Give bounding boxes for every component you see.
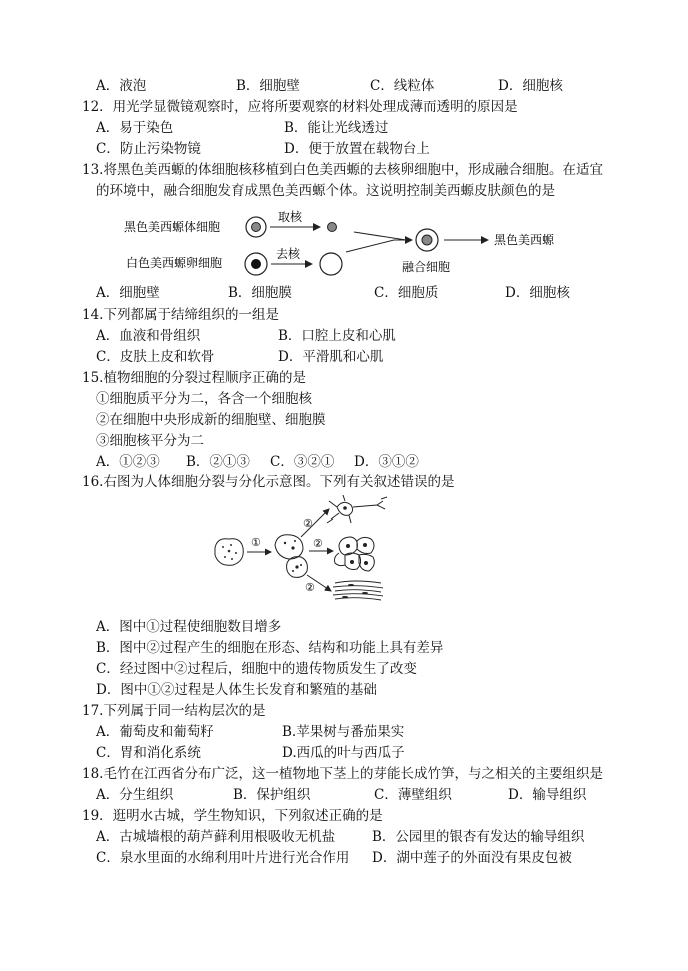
- q17-option-b: B.苹果树与番茄果实: [282, 724, 405, 740]
- q17-option-c: C．胃和消化系统: [96, 745, 201, 761]
- black-body-cell-label: 黑色美西螈体细胞: [124, 220, 221, 234]
- q17-option-a: A．葡萄皮和葡萄籽: [96, 724, 214, 740]
- process-2-label-top: ②: [303, 517, 313, 530]
- q13-stem-line2: 的环境中，融合细胞发育成黑色美西螈个体。这说明控制美西螈皮肤颜色的是: [96, 183, 555, 199]
- q15-option-b: B．②①③: [186, 454, 250, 470]
- q18-stem: 18.毛竹在江西省分布广泛，这一植物地下茎上的芽能长成竹笋，与之相关的主要组织是: [82, 766, 603, 782]
- enucleated-egg-cell: [320, 253, 342, 275]
- q15-stem: 15.植物细胞的分裂过程顺序正确的是: [82, 370, 306, 386]
- epithelial-cells: [335, 537, 375, 571]
- q19-option-b: B．公园里的银杏有发达的输导组织: [372, 829, 585, 845]
- merge-line: [354, 232, 406, 240]
- q19-option-c: C．泉水里面的水绵利用叶片进行光合作用: [96, 850, 350, 866]
- fused-cell-nucleus: [422, 235, 432, 245]
- q19-option-d: D．湖中莲子的外面没有果皮包被: [372, 850, 572, 866]
- q15-step-1: ①细胞质平分为二，各含一个细胞核: [96, 391, 312, 407]
- q11-option-b: B．细胞壁: [236, 78, 300, 94]
- q14-option-b: B．口腔上皮和心肌: [278, 328, 396, 344]
- q18-option-a: A．分生组织: [96, 787, 174, 803]
- original-cell-dots: [222, 544, 237, 560]
- result-label: 黑色美西螈: [494, 233, 555, 247]
- egg-cell-nucleus: [251, 259, 261, 269]
- q12-option-d: D．便于放置在载物台上: [284, 141, 430, 157]
- nuclear-transfer-diagram: [110, 204, 570, 284]
- q14-stem: 14.下列都属于结缔组织的一组是: [82, 307, 279, 323]
- q11-option-d: D．细胞核: [498, 78, 563, 94]
- q16-stem: 16.右图为人体细胞分裂与分化示意图。下列有关叙述错误的是: [82, 474, 455, 490]
- q13-option-c: C．细胞质: [374, 285, 439, 301]
- q16-option-c: C．经过图中②过程后，细胞中的遗传物质发生了改变: [96, 661, 417, 677]
- q11-option-a: A．液泡: [96, 78, 147, 94]
- white-egg-cell-label: 白色美西螈卵细胞: [126, 256, 223, 270]
- q13-option-d: D．细胞核: [505, 285, 570, 301]
- q12-option-c: C．防止污染物镜: [96, 141, 201, 157]
- body-cell-nucleus: [252, 223, 261, 232]
- q11-option-c: C．线粒体: [370, 78, 435, 94]
- divided-cell: [275, 535, 303, 559]
- process-2-label-middle: ②: [313, 537, 323, 550]
- q15-step-3: ③细胞核平分为二: [96, 433, 204, 449]
- nerve-cell-nucleus: [343, 506, 347, 510]
- q17-stem: 17.下列属于同一结构层次的是: [82, 703, 266, 719]
- q18-option-d: D．输导组织: [508, 787, 587, 803]
- q14-option-d: D．平滑肌和心肌: [278, 349, 384, 365]
- q14-option-a: A．血液和骨组织: [96, 328, 201, 344]
- q12-option-b: B．能让光线透过: [284, 120, 389, 136]
- merge-line: [346, 240, 394, 252]
- q16-option-d: D．图中①②过程是人体生长发育和繁殖的基础: [96, 682, 377, 698]
- q19-option-a: A．古城墙根的葫芦藓利用根吸收无机盐: [96, 829, 336, 845]
- muscle-fibers: [333, 581, 383, 600]
- q15-option-a: A．①②③: [96, 454, 160, 470]
- process-2-label-bottom: ②: [305, 581, 315, 594]
- q13-option-a: A．细胞壁: [96, 285, 160, 301]
- q18-option-b: B．保护组织: [233, 787, 311, 803]
- q16-option-b: B．图中②过程产生的细胞在形态、结构和功能上具有差异: [96, 640, 444, 656]
- q15-option-c: C．③②①: [270, 454, 335, 470]
- q19-stem: 19．逛明水古城，学生物知识，下列叙述正确的是: [82, 808, 383, 824]
- nerve-cell: [327, 495, 387, 523]
- q13-option-b: B．细胞膜: [228, 285, 292, 301]
- q18-option-c: C．薄壁组织: [374, 787, 452, 803]
- nucleus: [328, 223, 337, 232]
- process-1-label: ①: [251, 536, 261, 549]
- fused-cell-label: 融合细胞: [402, 260, 451, 274]
- cell-division-differentiation-diagram: [205, 493, 415, 613]
- q16-option-a: A．图中①过程使细胞数目增多: [96, 619, 282, 635]
- q17-option-d: D.西瓜的叶与西瓜子: [282, 745, 405, 761]
- remove-nucleus-label: 去核: [276, 247, 301, 261]
- q12-stem: 12．用光学显微镜观察时，应将所要观察的材料处理成薄而透明的原因是: [82, 99, 518, 115]
- q15-step-2: ②在细胞中央形成新的细胞壁、细胞膜: [96, 412, 326, 428]
- q14-option-c: C．皮肤上皮和软骨: [96, 349, 215, 365]
- q13-stem-line1: 13.将黑色美西螈的体细胞核移植到白色美西螈的去核卵细胞中，形成融合细胞。在适宜: [82, 162, 603, 178]
- take-nucleus-label: 取核: [278, 210, 303, 224]
- q15-option-d: D．③①②: [354, 454, 419, 470]
- q12-option-a: A．易于染色: [96, 120, 174, 136]
